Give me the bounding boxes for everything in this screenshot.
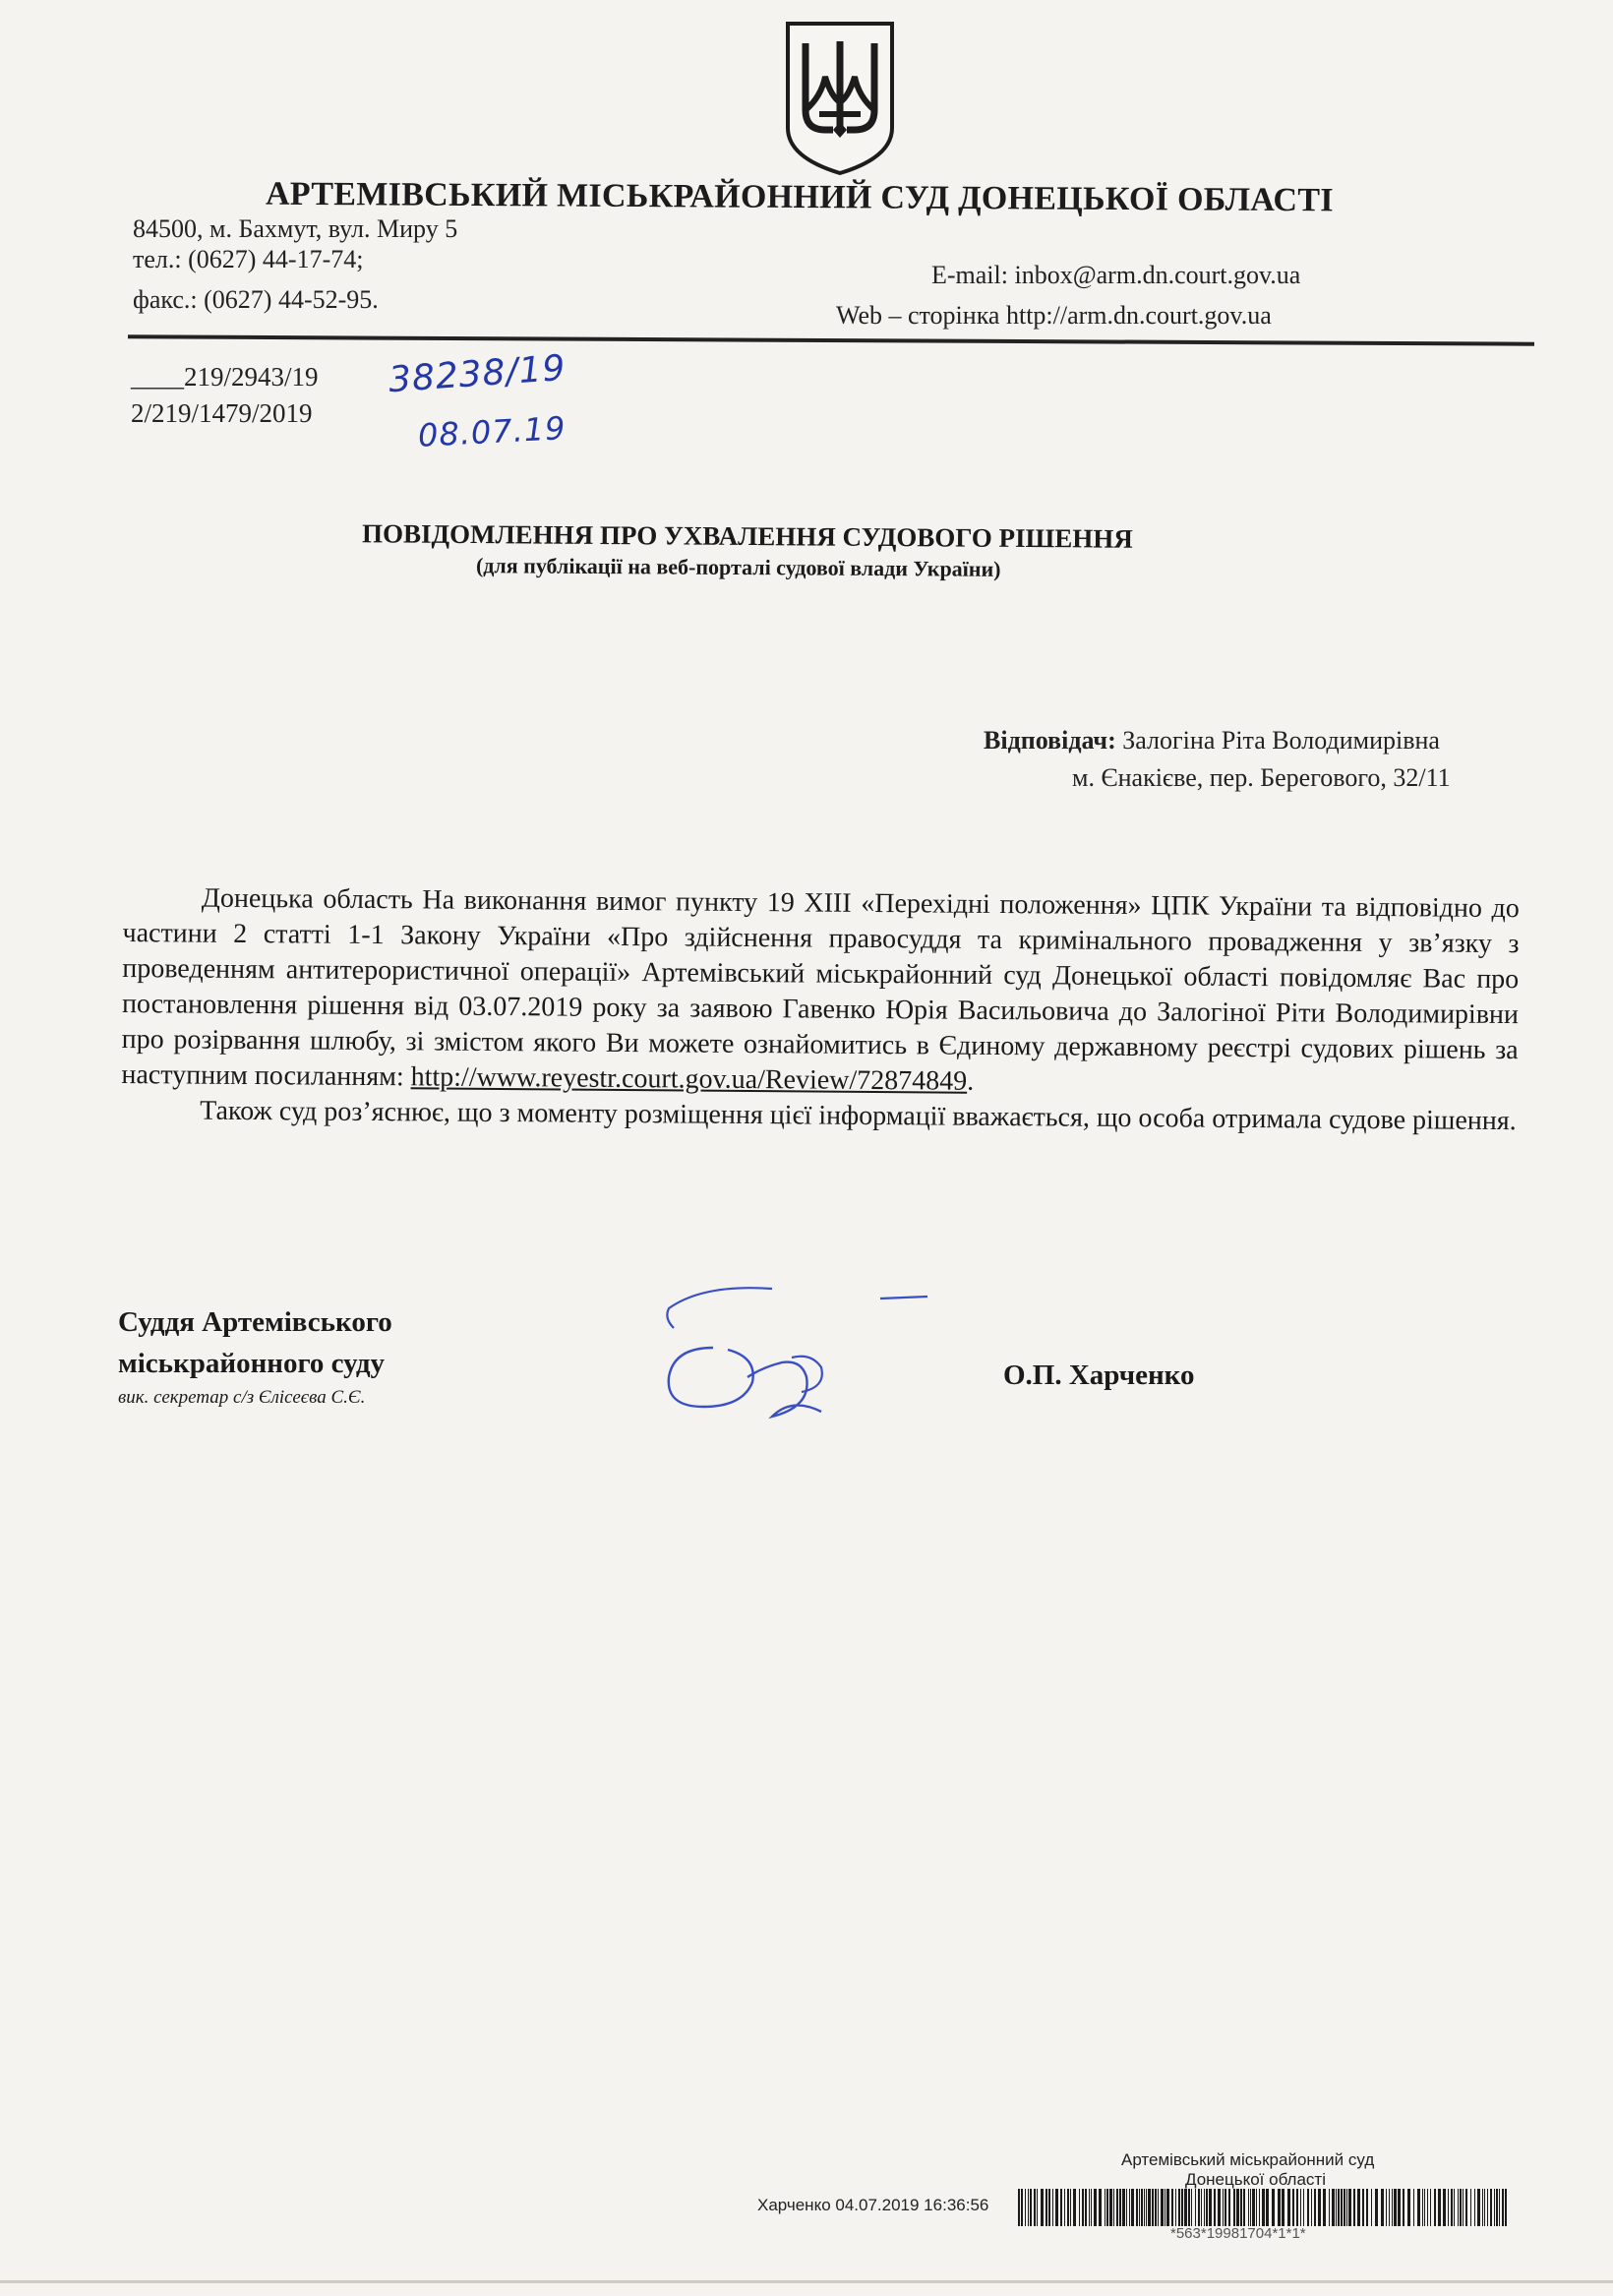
barcode-bar	[1252, 2189, 1255, 2226]
barcode-bar	[1346, 2189, 1347, 2226]
barcode-bar	[1161, 2189, 1164, 2226]
respondent-name: Залогіна Ріта Володимирівна	[1122, 726, 1440, 755]
barcode-bar	[1171, 2189, 1173, 2226]
barcode-bar	[1362, 2189, 1364, 2226]
barcode-bar	[1314, 2189, 1316, 2226]
barcode-bar	[1067, 2189, 1069, 2226]
barcode-bar	[1106, 2189, 1108, 2226]
judge-title-line-1: Суддя Артемівського	[118, 1306, 392, 1338]
barcode-bar	[1048, 2189, 1050, 2226]
barcode-bar	[1307, 2189, 1309, 2226]
body-paragraph-1-end: .	[967, 1065, 975, 1097]
barcode-bar	[1225, 2189, 1226, 2226]
notice-body	[121, 880, 1520, 1139]
barcode-bar	[1209, 2189, 1212, 2226]
barcode-bar	[1394, 2189, 1397, 2226]
handwritten-incoming-date: 08.07.19	[417, 409, 568, 454]
footer-court-line-2: Донецької області	[1185, 2170, 1326, 2189]
barcode-bar	[1458, 2189, 1459, 2226]
barcode-bar	[1448, 2189, 1449, 2226]
barcode-bar	[1139, 2189, 1140, 2226]
barcode-bar	[1109, 2189, 1112, 2226]
barcode-bar	[1381, 2189, 1384, 2226]
court-name: АРТЕМІВСЬКИЙ МІСЬКРАЙОННИЙ СУД ДОНЕЦЬКОЇ ОБЛАСТІ	[265, 175, 1334, 219]
barcode-bar	[1166, 2189, 1169, 2226]
barcode-bar	[1323, 2189, 1326, 2226]
barcode-bar	[1233, 2189, 1235, 2226]
handwritten-incoming-number: 38238/19	[387, 347, 568, 401]
barcode-bar	[1152, 2189, 1154, 2226]
case-number: ____219/2943/19	[131, 362, 319, 392]
barcode-bar	[1332, 2189, 1335, 2226]
barcode-bar	[1236, 2189, 1239, 2226]
barcode-bar	[1181, 2189, 1183, 2226]
barcode-bar	[1248, 2189, 1249, 2226]
barcode-bar	[1030, 2189, 1032, 2226]
respondent-address: м. Єнакієве, пер. Берегового, 32/11	[1072, 763, 1451, 792]
barcode-bar	[1460, 2189, 1462, 2226]
court-phone: тел.: (0627) 44-17-74;	[133, 245, 364, 273]
proceeding-number: 2/219/1479/2019	[131, 398, 313, 428]
judge-title-line-2: міськрайонного суду	[118, 1348, 386, 1379]
barcode-bar	[1099, 2189, 1102, 2226]
barcode-bar	[1122, 2189, 1125, 2226]
barcode-bar	[1278, 2189, 1281, 2226]
notice-title: ПОВІДОМЛЕННЯ ПРО УХВАЛЕННЯ СУДОВОГО РІШЕННЯ	[361, 518, 1133, 554]
barcode-bar	[1250, 2189, 1251, 2226]
barcode-bar	[1070, 2189, 1071, 2226]
barcode-bar	[1474, 2189, 1475, 2226]
barcode-bar	[1353, 2189, 1355, 2226]
barcode-bar	[1243, 2189, 1245, 2226]
barcode-bar	[1413, 2189, 1414, 2226]
barcode-bar	[1438, 2189, 1441, 2226]
barcode-bar	[1018, 2189, 1020, 2226]
barcode-bar	[1366, 2189, 1368, 2226]
court-website: Web – сторінка http://arm.dn.court.gov.ua	[836, 301, 1272, 330]
barcode-bar	[1037, 2189, 1038, 2226]
barcode-bar	[1494, 2189, 1495, 2226]
barcode-bar	[1296, 2189, 1298, 2226]
barcode-bar	[1045, 2189, 1047, 2226]
judge-name: О.П. Харченко	[1003, 1359, 1195, 1391]
barcode-bar	[1041, 2189, 1044, 2226]
secretary-note: вик. секретар с/з Єлісеєва С.Є.	[118, 1387, 366, 1408]
barcode-bar	[1021, 2189, 1023, 2226]
court-address: 84500, м. Бахмут, вул. Миру 5	[133, 214, 458, 243]
barcode-bar	[1052, 2189, 1053, 2226]
barcode-bar	[1403, 2189, 1404, 2226]
barcode-bar	[1287, 2189, 1290, 2226]
barcode-bar	[1256, 2189, 1257, 2226]
barcode-bar	[1195, 2189, 1196, 2226]
barcode-bar	[1338, 2189, 1340, 2226]
barcode-bar	[1136, 2189, 1138, 2226]
barcode-bar	[1336, 2189, 1337, 2226]
barcode-bar	[1178, 2189, 1180, 2226]
footer-signed-by: Харченко 04.07.2019 16:36:56	[757, 2196, 989, 2214]
barcode-bar	[1082, 2189, 1084, 2226]
barcode-bar	[1398, 2189, 1401, 2226]
header-divider	[128, 334, 1534, 345]
barcode-bar	[1443, 2189, 1446, 2226]
barcode-bar	[1113, 2189, 1114, 2226]
barcode-bar	[1158, 2189, 1159, 2226]
barcode-bar	[1085, 2189, 1087, 2226]
barcode-bar	[1129, 2189, 1130, 2226]
barcode-bar	[1218, 2189, 1221, 2226]
barcode-bar	[1144, 2189, 1145, 2226]
barcode-bar	[1146, 2189, 1147, 2226]
barcode-bar	[1375, 2189, 1378, 2226]
barcode-bar	[1025, 2189, 1026, 2226]
barcode-code: *563*19981704*1*1*	[1170, 2225, 1306, 2242]
barcode-bar	[1188, 2189, 1190, 2226]
barcode-bar	[1064, 2189, 1065, 2226]
barcode-bar	[1487, 2189, 1488, 2226]
barcode-bar	[1175, 2189, 1176, 2226]
barcode-bar	[1148, 2189, 1151, 2226]
barcode-bar	[1465, 2189, 1467, 2226]
barcode-bar	[1348, 2189, 1351, 2226]
barcode-bar	[1389, 2189, 1390, 2226]
barcode-bar	[1116, 2189, 1118, 2226]
body-paragraph-1-text: Донецька область На виконання вимог пункту 19 ХІІІ «Перехідні положення» ЦПК України та відповідно до частини 2 статті 1-1 Закону України «Про здійснення правосуддя та кримінального провадження у зв’язку з проведенням антитерористичної операції» Артемівський міськрайонний суд Донецької області повідомляє Вас про постановлення рішення від 03.07.2019 року за заявою Гавенко Юрія Васильовича до Залогіної Ріти Володимирівни про розірвання шлюбу, зі змістом якого Ви можете ознайомитись в Єдиному державному реєстрі судових рішень за наступним посиланням:	[121, 882, 1520, 1093]
barcode-bar	[1344, 2189, 1345, 2226]
barcode-bar	[1214, 2189, 1216, 2226]
barcode-bar	[1073, 2189, 1076, 2226]
barcode-bar	[1451, 2189, 1453, 2226]
barcode-bar	[1091, 2189, 1092, 2226]
barcode-bar	[1477, 2189, 1480, 2226]
barcode-bar	[1119, 2189, 1121, 2226]
barcode-bar	[1482, 2189, 1483, 2226]
barcode-bar	[1228, 2189, 1230, 2226]
barcode-bar	[1204, 2189, 1205, 2226]
page-bottom-edge	[0, 2280, 1613, 2283]
footer-court-line-1: Артемівський міськрайонний суд	[1121, 2150, 1375, 2169]
barcode-bar	[1496, 2189, 1498, 2226]
notice-subtitle: (для публікації на веб-порталі судової влади України)	[475, 553, 1001, 581]
barcode-bar	[1392, 2189, 1393, 2226]
barcode-bar	[1131, 2189, 1134, 2226]
barcode-bar	[1126, 2189, 1127, 2226]
barcode-bar	[1223, 2189, 1224, 2226]
body-paragraph-1	[121, 880, 1520, 1104]
barcode-bar	[1259, 2189, 1260, 2226]
barcode-bar	[1198, 2189, 1200, 2226]
barcode-bar	[1386, 2189, 1387, 2226]
barcode-bar	[1427, 2189, 1428, 2226]
respondent-line	[984, 726, 1440, 755]
barcode-bar	[1141, 2189, 1143, 2226]
barcode-bar	[1272, 2189, 1275, 2226]
barcode-bar	[1454, 2189, 1455, 2226]
barcode-bar	[1282, 2189, 1284, 2226]
barcode-bar	[1424, 2189, 1425, 2226]
barcode-bar	[1079, 2189, 1080, 2226]
barcode-bar	[1434, 2189, 1436, 2226]
barcode-bar	[1371, 2189, 1372, 2226]
barcode-bar	[1505, 2189, 1507, 2226]
barcode-bar	[1463, 2189, 1464, 2226]
barcode-bar	[1300, 2189, 1301, 2226]
court-email: E-mail: inbox@arm.dn.court.gov.ua	[931, 261, 1301, 289]
registry-link[interactable]: http://www.reyestr.court.gov.ua/Review/72874849	[410, 1061, 968, 1097]
barcode-bar	[1155, 2189, 1157, 2226]
body-paragraph-2: Також суд роз’яснює, що з моменту розміщення цієї інформації вважається, що особа отримала судове рішення.	[200, 1095, 1517, 1137]
barcode-bar	[1499, 2189, 1500, 2226]
barcode-bar	[1191, 2189, 1192, 2226]
barcode-bar	[1201, 2189, 1202, 2226]
barcode-bar	[1329, 2189, 1330, 2226]
barcode-bar	[1422, 2189, 1423, 2226]
barcode-bar	[1303, 2189, 1304, 2226]
barcode-bar	[1184, 2189, 1187, 2226]
barcode-bar	[1357, 2189, 1360, 2226]
barcode-bar	[1089, 2189, 1090, 2226]
barcode-bar	[1240, 2189, 1242, 2226]
barcode-bar	[1490, 2189, 1492, 2226]
barcode-bar	[1060, 2189, 1062, 2226]
barcode-bar	[1484, 2189, 1485, 2226]
barcode-bar	[1417, 2189, 1420, 2226]
barcode-bar	[1055, 2189, 1058, 2226]
respondent-label: Відповідач:	[984, 726, 1116, 755]
handwritten-signature-icon	[654, 1269, 949, 1436]
barcode-bar	[1470, 2189, 1471, 2226]
barcode-bar	[1292, 2189, 1294, 2226]
barcode-icon	[1018, 2189, 1510, 2226]
barcode-bar	[1430, 2189, 1431, 2226]
barcode-bar	[1262, 2189, 1265, 2226]
trident-coat-of-arms-icon	[782, 20, 898, 177]
barcode-bar	[1266, 2189, 1269, 2226]
barcode-bar	[1028, 2189, 1029, 2226]
barcode-bar	[1407, 2189, 1410, 2226]
court-fax: факс.: (0627) 44-52-95.	[133, 285, 379, 314]
barcode-bar	[1502, 2189, 1504, 2226]
barcode-bar	[1206, 2189, 1208, 2226]
barcode-bar	[1341, 2189, 1343, 2226]
barcode-bar	[1311, 2189, 1312, 2226]
barcode-bar	[1034, 2189, 1036, 2226]
barcode-bar	[1318, 2189, 1321, 2226]
barcode-bar	[1094, 2189, 1097, 2226]
